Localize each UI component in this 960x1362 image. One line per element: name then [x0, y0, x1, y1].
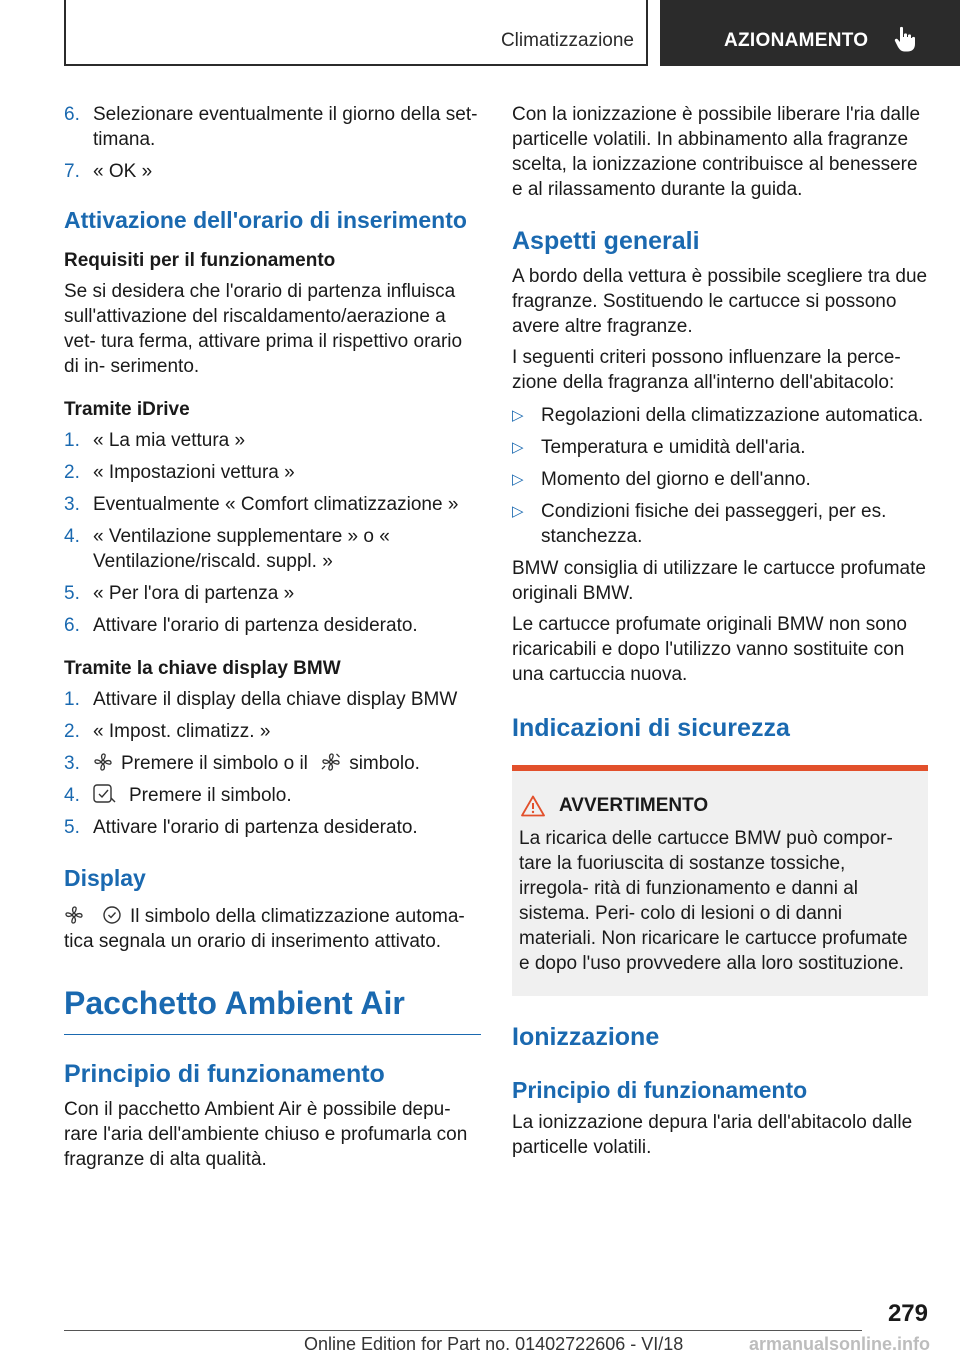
list-item: [64, 460, 481, 485]
fan-icon: [64, 905, 84, 925]
step-number: 6.: [64, 104, 80, 125]
bullet-text: Temperatura e umidità dell'aria.: [541, 437, 806, 458]
step-text: Selezionare eventualmente il giorno della set- timana.: [93, 104, 478, 150]
list-item: [64, 159, 481, 184]
step-number: 3.: [64, 753, 80, 774]
header-chapter-tab: [660, 0, 960, 66]
bullet-text: Regolazioni della climatizzazione automatica.: [541, 405, 924, 426]
step-number: 6.: [64, 615, 80, 636]
bullet-text: Condizioni fisiche dei passeggeri, per es. stanchezza.: [541, 501, 887, 547]
step-number: 7.: [64, 161, 80, 182]
steps-list-chiave: [64, 687, 481, 840]
triangle-bullet-icon: ▷: [512, 471, 524, 488]
step-number: 2.: [64, 721, 80, 742]
header-section-title: Climatizzazione: [500, 30, 634, 51]
triangle-bullet-icon: ▷: [512, 439, 524, 456]
step-number: 5.: [64, 817, 80, 838]
step-text: Attivare il display della chiave display BMW: [93, 689, 458, 710]
paragraph-display: [64, 904, 481, 954]
bullet-text: Momento del giorno e dell'anno.: [541, 469, 811, 490]
paragraph-requisiti: Se si desidera che l'orario di partenza influisca sull'attivazione del riscaldamento/aerazione a vet- tura ferma, attivare prima il rispettivo orario di in- serimento.: [64, 281, 463, 377]
list-item: [512, 467, 928, 492]
list-item: [64, 492, 481, 517]
footer-edition: Online Edition for Part no. 01402722606 - VI/18: [304, 1334, 684, 1354]
steps-list-top: [64, 102, 481, 184]
display-text: Il simbolo della climatizzazione automa- tica segnala un orario di inserimento attivato.: [64, 906, 465, 952]
list-item: [64, 783, 481, 808]
paragraph-ionizzazione: La ionizzazione depura l'aria dell'abitacolo dalle particelle volatili.: [512, 1112, 913, 1158]
subheading-idrive: Tramite iDrive: [64, 399, 190, 420]
list-item: [64, 719, 481, 744]
list-item: [64, 428, 481, 453]
step-text: simbolo.: [349, 753, 420, 774]
warning-box: [512, 765, 928, 996]
heading-principio-funzionamento: Principio di funzionamento: [64, 1060, 385, 1088]
footer-divider: [64, 1330, 862, 1331]
list-item: [512, 403, 928, 428]
paragraph-bmw-ricarica: Le cartucce profumate originali BMW non sono ricaricabili e dopo l'utilizzo vanno sostituite con una cartuccia nuova.: [512, 614, 907, 685]
subheading-requisiti: Requisiti per il funzionamento: [64, 250, 336, 271]
step-text: Eventualmente « Comfort climatizzazione »: [93, 494, 459, 515]
step-number: 1.: [64, 430, 80, 451]
right-column: [512, 102, 928, 1166]
clock-icon: [102, 905, 122, 925]
list-item: [512, 499, 928, 549]
triangle-bullet-icon: ▷: [512, 407, 524, 424]
header-chapter-title: AZIONAMENTO: [724, 30, 869, 51]
list-item: [64, 613, 481, 638]
fan-defrost-icon: [321, 752, 341, 772]
heading-indicazioni-sicurezza: Indicazioni di sicurezza: [512, 714, 790, 742]
criteria-list: [512, 403, 928, 549]
paragraph-principio: Con il pacchetto Ambient Air è possibile depu- rare l'aria dell'ambiente chiuso e profumarla con fragranze di alta qualità.: [64, 1099, 468, 1170]
paragraph-aspetti-1: A bordo della vettura è possibile scegliere tra due fragranze. Sostituendo le cartucce si possono avere altre fragranze.: [512, 266, 928, 337]
list-item: [64, 524, 481, 574]
steps-list-idrive: [64, 428, 481, 638]
heading-principio-funzionamento-2: Principio di funzionamento: [512, 1077, 808, 1103]
header-section-box: [64, 0, 648, 66]
triangle-bullet-icon: ▷: [512, 503, 524, 520]
list-item: [64, 815, 481, 840]
hand-pointer-icon: [894, 26, 916, 52]
warning-triangle-icon: [521, 795, 545, 817]
paragraph-aspetti-2: I seguenti criteri possono influenzare la perce- zione della fragranza all'interno dell'abitacolo:: [512, 347, 901, 393]
left-column: [64, 102, 481, 1178]
heading-pacchetto-ambient-air: Pacchetto Ambient Air: [64, 984, 481, 1035]
page-number: 279: [887, 1300, 928, 1327]
paragraph-bmw-consiglia: BMW consiglia di utilizzare le cartucce profumate originali BMW.: [512, 558, 926, 604]
list-item: [512, 435, 928, 460]
step-text: Premere il simbolo o il: [121, 753, 308, 774]
step-text: « Per l'ora di partenza »: [93, 583, 295, 604]
step-text: « Ventilazione supplementare » o « Ventilazione/riscald. suppl. »: [93, 526, 390, 572]
step-text: Attivare l'orario di partenza desiderato.: [93, 615, 418, 636]
paragraph-ionizzazione-intro: Con la ionizzazione è possibile liberare l'ria dalle particelle volatili. In abbinamento alla fragranze scelta, la ionizzazione contribuisce al benessere e al rilassamento durante la guida.: [512, 104, 921, 200]
step-text: Attivare l'orario di partenza desiderato.: [93, 817, 418, 838]
warning-header: [519, 793, 920, 818]
warning-text: La ricarica delle cartucce BMW può compor- tare la fuoriuscita di sostanze tossiche, irregola- rità di funzionamento e danni al sistema. Peri- colo di lesioni o di danni materiali. Non ricaricare le cartucce profumate e dopo l'uso provvedere alla loro sostituzione.: [519, 828, 908, 974]
heading-ionizzazione: Ionizzazione: [512, 1023, 660, 1051]
step-text: « OK »: [93, 161, 153, 182]
heading-display: Display: [64, 865, 146, 891]
list-item: [64, 581, 481, 606]
step-text: « Impost. climatizz. »: [93, 721, 271, 742]
step-number: 1.: [64, 689, 80, 710]
list-item: [64, 102, 481, 152]
step-number: 3.: [64, 494, 80, 515]
step-number: 4.: [64, 785, 80, 806]
list-item: [64, 751, 481, 776]
step-text: « La mia vettura »: [93, 430, 246, 451]
fan-icon: [93, 752, 113, 772]
step-number: 5.: [64, 583, 80, 604]
watermark: armanualsonline.info: [748, 1334, 930, 1354]
subheading-chiave-display: Tramite la chiave display BMW: [64, 658, 341, 679]
clock-check-icon: [93, 784, 117, 804]
warning-title: AVVERTIMENTO: [559, 795, 709, 816]
step-text: Premere il simbolo.: [129, 785, 292, 806]
step-number: 2.: [64, 462, 80, 483]
step-text: « Impostazioni vettura »: [93, 462, 295, 483]
list-item: [64, 687, 481, 712]
heading-attivazione: Attivazione dell'orario di inserimento: [64, 207, 467, 233]
step-number: 4.: [64, 526, 80, 547]
heading-aspetti-generali: Aspetti generali: [512, 227, 700, 255]
